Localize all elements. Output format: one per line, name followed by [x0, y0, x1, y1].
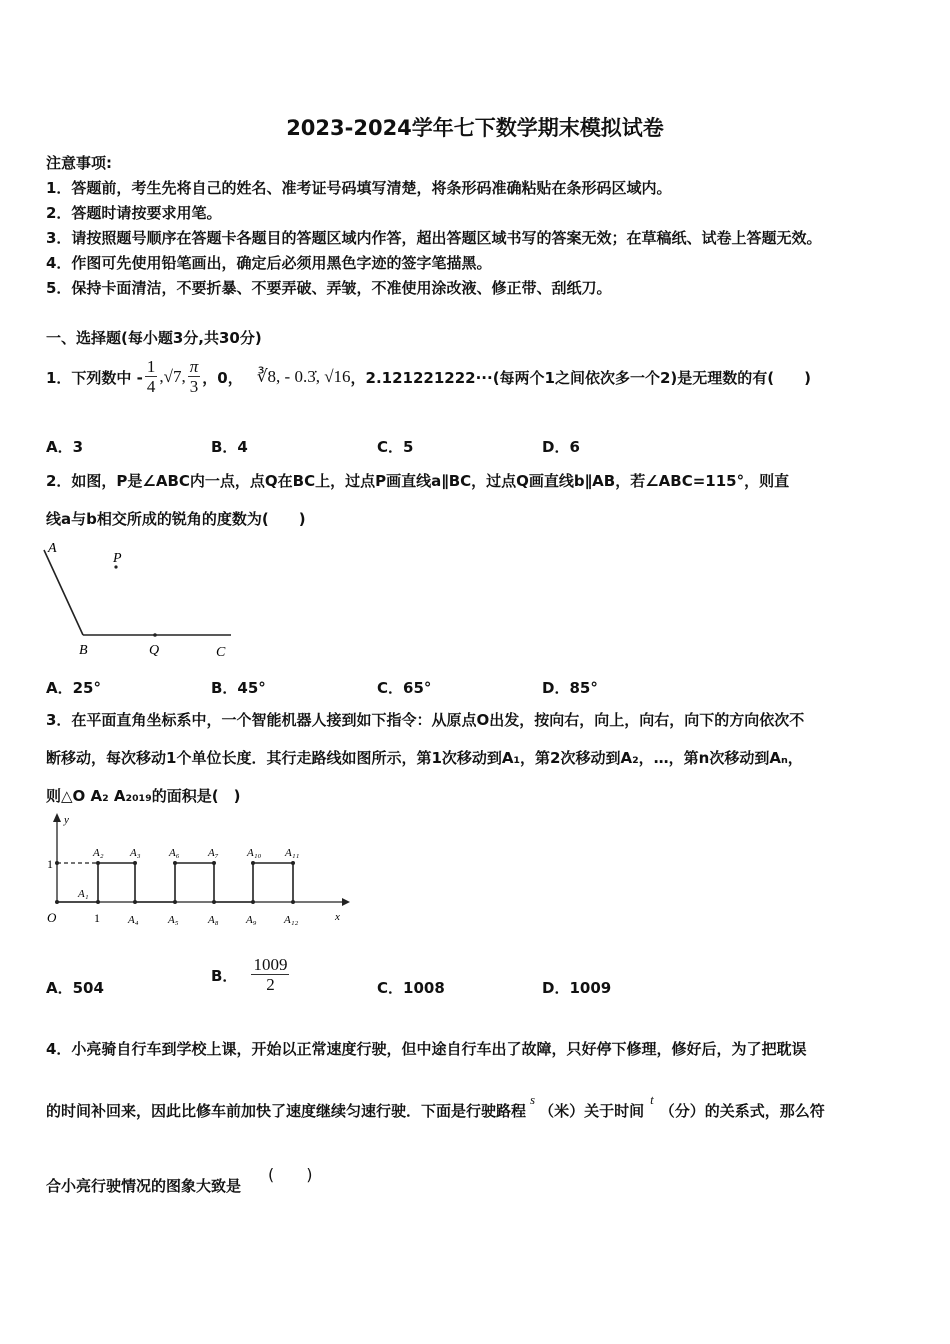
q3-option-a[interactable]: A．504 [46, 979, 104, 997]
fraction-numerator: 1009 [253, 954, 288, 974]
unit-minutes: （分） [659, 1102, 705, 1120]
label-origin: O [47, 910, 57, 925]
q4-text: 的关系式，那么符 [704, 1102, 825, 1120]
label-a11: A₁₁ [285, 847, 300, 859]
q4-answer-paren: ( ) [268, 1165, 313, 1184]
q3-option-d[interactable]: D．1009 [542, 979, 612, 997]
label-y-one: 1 [47, 857, 53, 871]
q2-figure-angle [40, 538, 240, 663]
fraction-denominator: 2 [266, 974, 275, 994]
section-heading: 一、选择题(每小题3分,共30分) [46, 329, 262, 347]
label-a1: A₁ [78, 888, 89, 900]
label-a6: A₆ [169, 847, 180, 859]
variable-t: t [650, 1092, 654, 1107]
label-y: y [64, 814, 69, 826]
label-a3: A₃ [130, 847, 141, 859]
q1-suffix: ，2.121221222···(每两个1之间依次多一个2)是无理数的有( ) [350, 368, 811, 387]
label-a7: A₇ [208, 847, 219, 859]
fraction-numerator: π [189, 356, 199, 376]
q2-line-2: 线a与b相交所成的锐角的度数为( ) [46, 510, 306, 528]
q3-option-b[interactable] [211, 950, 289, 1000]
ray-ba [44, 550, 83, 635]
label-x-one: 1 [94, 911, 100, 925]
fraction-denominator: 3 [189, 376, 199, 396]
label-x: x [335, 911, 340, 923]
label-a2: A₂ [93, 847, 104, 859]
label-a5: A₅ [168, 914, 179, 926]
q4-line-2 [46, 1092, 825, 1121]
label-b: B [79, 643, 88, 658]
point-q [153, 633, 157, 637]
q1-option-a[interactable]: A．3 [46, 438, 84, 456]
q1-prefix: 1．下列数中 - [46, 368, 143, 387]
robot-path [57, 863, 293, 902]
q3-option-b-fraction [251, 956, 289, 995]
q3-line-1: 3．在平面直角坐标系中，一个智能机器人接到如下指令：从原点O出发，按向右，向上，向右，向下的方向依次不 [46, 711, 805, 729]
q1-expression: ∛8, - 0.3̇, √16 [256, 367, 351, 386]
label-a12: A₁₂ [284, 914, 299, 926]
notice-item: 3．请按照题号顺序在答题卡各题目的答题区域内作答，超出答题区域书写的答案无效；在草稿纸、试卷上答题无效。 [46, 229, 822, 247]
question-1 [46, 352, 811, 402]
option-letter: B． [211, 966, 238, 985]
q2-option-d[interactable]: D．85° [542, 679, 598, 697]
q2-option-b[interactable]: B．45° [211, 679, 266, 697]
q4-text: 的时间补回来，因此比修车前加快了速度继续匀速行驶．下面是行驶路程 [46, 1102, 527, 1120]
notice-heading: 注意事项: [46, 154, 112, 172]
q3-figure-path [40, 810, 350, 930]
y-axis-arrow [53, 813, 61, 822]
label-a9: A₉ [246, 914, 257, 926]
variable-s: s [530, 1092, 536, 1107]
q3-line-2: 断移动，每次移动1个单位长度．其行走路线如图所示，第1次移动到A₁，第2次移动到A₂，…，第n次移动到Aₙ， [46, 749, 803, 767]
notice-item: 1．答题前，考生先将自己的姓名、准考证号码填写清楚，将条形码准确粘贴在条形码区域内。 [46, 179, 672, 197]
q1-fraction-pi [188, 358, 201, 397]
q1-option-b[interactable]: B．4 [211, 438, 248, 456]
label-a: A [48, 541, 57, 556]
q4-text: 关于时间 [584, 1102, 645, 1120]
q2-option-c[interactable]: C．65° [377, 679, 432, 697]
fraction-denominator: 4 [146, 376, 156, 396]
q4-line-1: 4．小亮骑自行车到学校上课，开始以正常速度行驶，但中途自行车出了故障，只好停下修理，修好后，为了把耽误 [46, 1040, 807, 1058]
label-q: Q [149, 643, 160, 658]
q1-sqrt7: ,√7, [159, 367, 186, 386]
label-a4: A₄ [128, 914, 139, 926]
page-title: 2023-2024学年七下数学期末模拟试卷 [286, 116, 664, 140]
label-a10: A₁₀ [247, 847, 262, 859]
label-a8: A₈ [208, 914, 219, 926]
notice-item: 5．保持卡面清洁，不要折暴、不要弄破、弄皱，不准使用涂改液、修正带、刮纸刀。 [46, 279, 612, 297]
q1-middle: ，0， [202, 368, 243, 387]
q1-option-c[interactable]: C．5 [377, 438, 414, 456]
q1-fraction-quarter [145, 358, 158, 397]
q3-line-3: 则△O A₂ A₂₀₁₉的面积是( ) [46, 787, 241, 805]
label-p: P [113, 551, 122, 566]
q3-option-c[interactable]: C．1008 [377, 979, 445, 997]
x-axis-arrow [342, 898, 350, 906]
q4-line-3: 合小亮行驶情况的图象大致是 [46, 1177, 242, 1195]
q1-option-d[interactable]: D．6 [542, 438, 580, 456]
notice-item: 2．答题时请按要求用笔。 [46, 204, 222, 222]
q2-option-a[interactable]: A．25° [46, 679, 101, 697]
label-c: C [216, 645, 226, 660]
fraction-numerator: 1 [146, 356, 156, 376]
q2-line-1: 2．如图，P是∠ABC内一点，点Q在BC上，过点P画直线a∥BC，过点Q画直线b∥AB，若∠ABC=115°，则直 [46, 472, 790, 490]
unit-meters: （米） [539, 1102, 585, 1120]
notice-item: 4．作图可先使用铅笔画出，确定后必须用黑色字迹的签字笔描黑。 [46, 254, 492, 272]
